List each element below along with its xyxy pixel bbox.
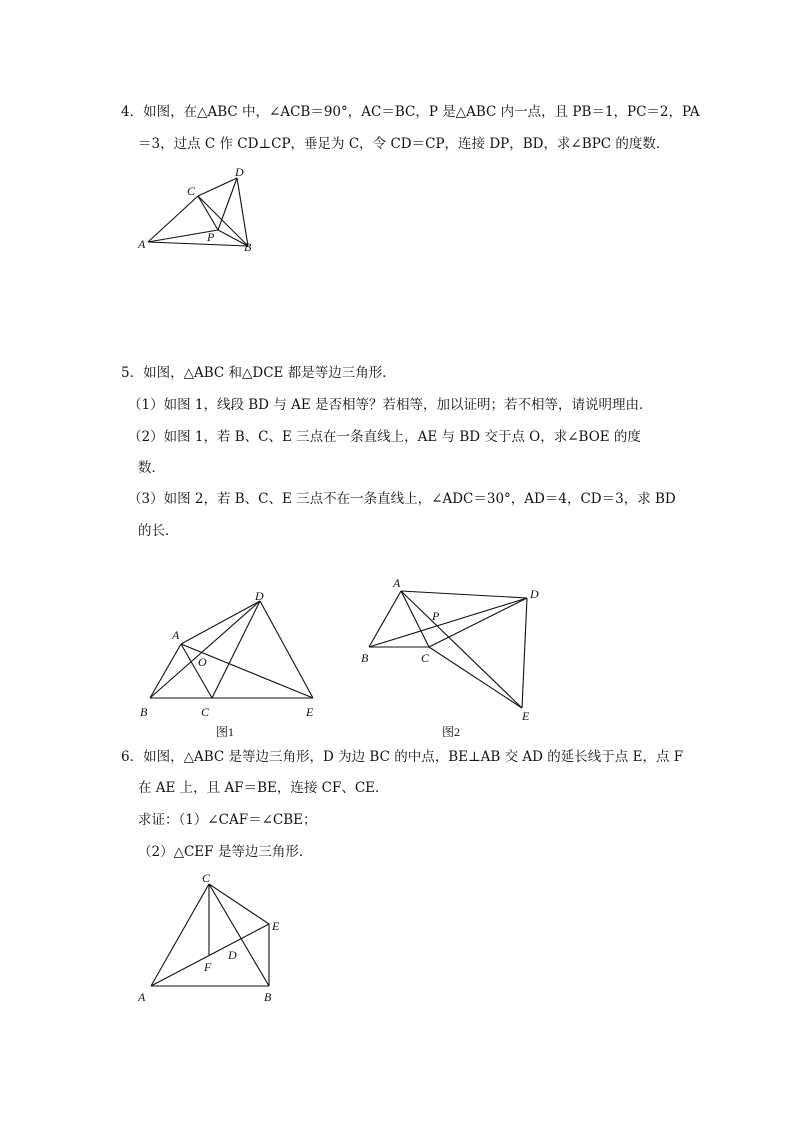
label-B: B — [361, 651, 369, 665]
label-O: O — [198, 655, 207, 669]
problem-4-line-1: 4．如图，在△ABC 中，∠ACB＝90°，AC＝BC，P 是△ABC 内一点，且 PB＝1，PC＝2，PA — [121, 104, 700, 120]
label-B: B — [264, 990, 272, 1004]
label-A: A — [393, 576, 401, 590]
problem-6-proof: 求证：（1）∠CAF＝∠CBE； — [138, 812, 317, 828]
problem-4-line-2: ＝3，过点 C 作 CD⊥CP，垂足为 C，令 CD＝CP，连接 DP，BD，求∠BPC 的度数． — [138, 136, 670, 152]
label-E: E — [272, 919, 280, 933]
segment-cb — [198, 196, 248, 246]
problem-6-line-1: 6．如图，△ABC 是等边三角形，D 为边 BC 的中点，BE⊥AB 交 AD 的延长线于点 E，点 F — [121, 749, 684, 765]
segment-ab — [148, 242, 248, 246]
label-A: A — [172, 628, 180, 642]
label-D: D — [530, 587, 539, 601]
figure-2-caption: 图2 — [442, 725, 461, 739]
label-C: C — [201, 705, 210, 719]
label-C: C — [421, 651, 430, 665]
segment-ce — [429, 647, 522, 708]
problem-5-figure-2 — [355, 572, 555, 742]
segment-cb — [209, 884, 269, 986]
problem-6-part-2: （2）△CEF 是等边三角形． — [138, 844, 313, 860]
label-E: E — [522, 709, 530, 723]
segment-ae — [401, 591, 522, 708]
label-P: P — [207, 230, 215, 244]
label-E: E — [306, 705, 314, 719]
problem-5-figure-1 — [130, 585, 330, 745]
problem-6-figure — [130, 868, 300, 1008]
problem-5-part-2a: （2）如图 1，若 B、C、E 三点在一条直线上，AE 与 BD 交于点 O，求∠BOE 的度 — [128, 429, 641, 445]
problem-6-line-2: 在 AE 上，且 AF＝BE，连接 CF、CE． — [138, 780, 389, 796]
segment-ba — [150, 644, 181, 698]
segment-ac — [181, 644, 212, 698]
label-A: A — [138, 990, 146, 1004]
segment-ac — [401, 591, 429, 647]
segment-dc — [429, 598, 527, 647]
segment-ce — [209, 884, 269, 924]
segment-de — [260, 601, 313, 698]
segment-de — [522, 598, 527, 708]
problem-5-line-1: 5．如图，△ABC 和△DCE 都是等边三角形． — [121, 365, 396, 381]
segment-ad — [401, 591, 527, 598]
segment-ad — [181, 601, 260, 644]
segment-ae — [181, 644, 313, 698]
label-B: B — [140, 705, 148, 719]
problem-5-part-3b: 的长． — [138, 523, 179, 539]
problem-5-part-1: （1）如图 1，线段 BD 与 AE 是否相等？若相等，加以证明；若不相等，请说明理由． — [128, 397, 653, 413]
figure-1-caption: 图1 — [216, 725, 235, 739]
label-D: D — [235, 165, 244, 179]
problem-4-figure — [130, 160, 270, 260]
problem-5-part-3a: （3）如图 2，若 B、C、E 三点不在一条直线上，∠ADC＝30°，AD＝4，CD＝3，求 BD — [128, 491, 676, 507]
label-C: C — [202, 871, 211, 885]
segment-db — [237, 178, 248, 246]
label-P: P — [432, 609, 440, 623]
label-C: C — [187, 184, 196, 198]
label-F: F — [204, 960, 212, 974]
label-D: D — [255, 589, 264, 603]
problem-5-part-2b: 数． — [138, 460, 165, 476]
segment-bd — [150, 601, 260, 698]
label-A: A — [138, 237, 146, 251]
label-B: B — [244, 240, 252, 254]
segment-cd — [212, 601, 260, 698]
label-D: D — [228, 948, 237, 962]
